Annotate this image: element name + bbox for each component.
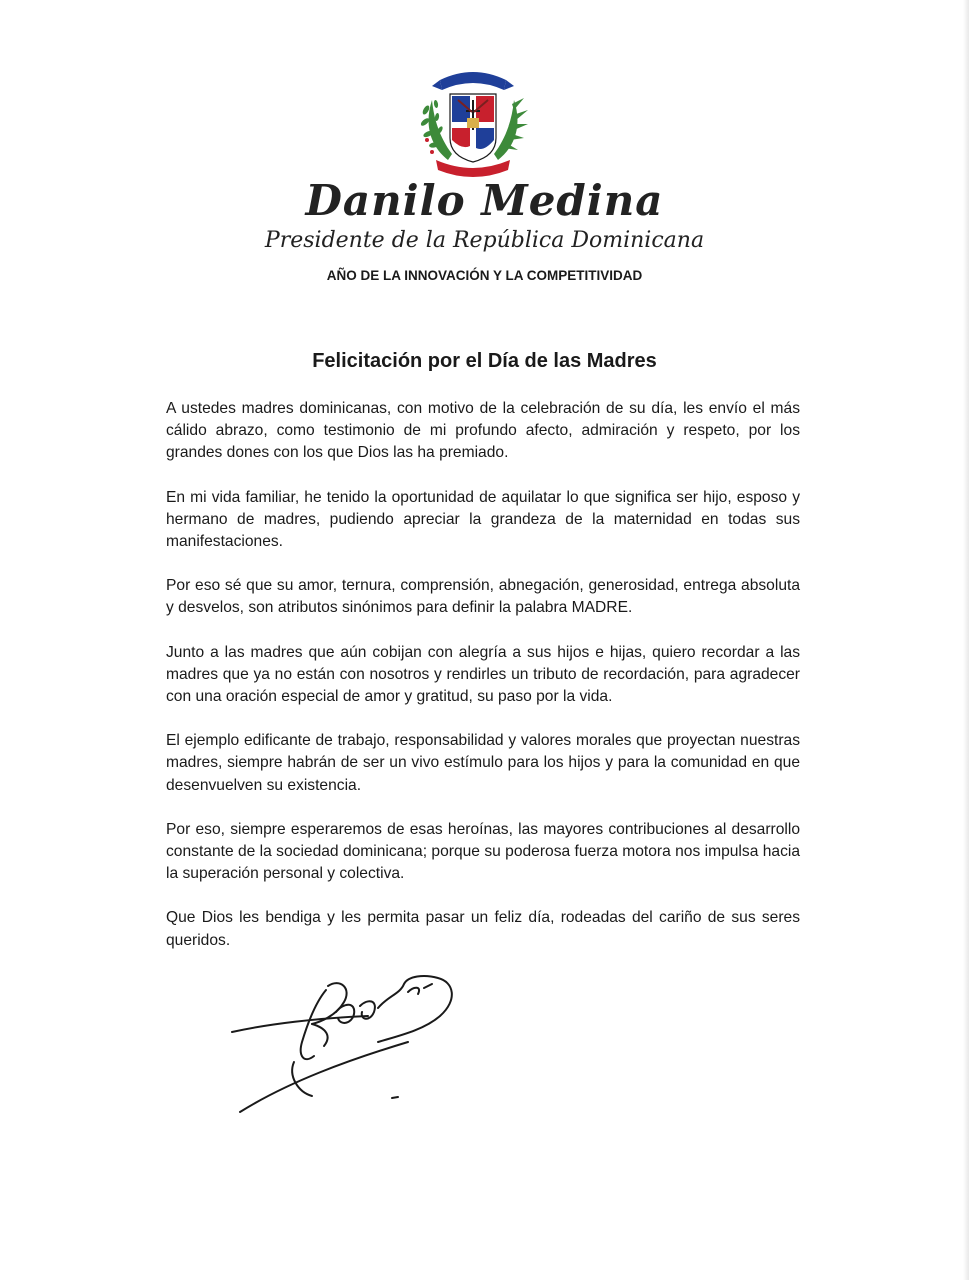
laurel-branch-icon bbox=[420, 100, 452, 160]
paragraph: Junto a las madres que aún cobijan con alegría a sus hijos e hijas, quiero recordar a las madres que ya no están con nosotros y rendirles un tributo de recordación, para agradecer con una oración especial de amor y gratitud, su paso por la vida. bbox=[166, 643, 800, 706]
president-title: Presidente de la República Dominicana bbox=[264, 228, 705, 253]
palm-frond-icon bbox=[494, 98, 528, 160]
paragraph: Por eso sé que su amor, ternura, comprensión, abnegación, generosidad, entrega absoluta y desvelos, son atributos sinónimos para definir la palabra MADRE. bbox=[166, 577, 800, 617]
paragraph: Que Dios les bendiga y les permita pasar un feliz día, rodeadas del cariño de sus seres queridos. bbox=[166, 909, 800, 949]
president-name: Danilo Medina bbox=[305, 176, 664, 225]
coat-of-arms-seal bbox=[412, 60, 534, 182]
shield bbox=[450, 94, 496, 162]
motto-ribbon bbox=[432, 72, 514, 90]
paragraph: En mi vida familiar, he tenido la oportunidad de aquilatar lo que significa ser hijo, esposo y hermano de madres, pudiendo apreciar la grandeza de la maternidad en todas sus manifestaciones. bbox=[166, 488, 800, 551]
paragraph: Por eso, siempre esperaremos de esas heroínas, las mayores contribuciones al desarrollo constante de la sociedad dominicana; porque su poderosa fuerza motora nos impulsa hacia la superación personal y colectiva. bbox=[166, 820, 800, 883]
paragraph: El ejemplo edificante de trabajo, responsabilidad y valores morales que proyectan nuestras madres, siempre habrán de ser un vivo estímulo para los hijos y para la comunidad en que desenvuelven su existencia. bbox=[166, 732, 800, 794]
paragraph: A ustedes madres dominicanas, con motivo de la celebración de su día, les envío el más cálido abrazo, como testimonio de mi profundo afecto, admiración y respeto, por los grandes dones con los que Dios las ha premiado. bbox=[166, 400, 800, 462]
handwritten-signature bbox=[228, 972, 460, 1122]
year-motto: AÑO DE LA INNOVACIÓN Y LA COMPETITIVIDAD bbox=[326, 268, 643, 283]
letter-body bbox=[166, 398, 800, 974]
letter-title: Felicitación por el Día de las Madres bbox=[312, 350, 657, 372]
